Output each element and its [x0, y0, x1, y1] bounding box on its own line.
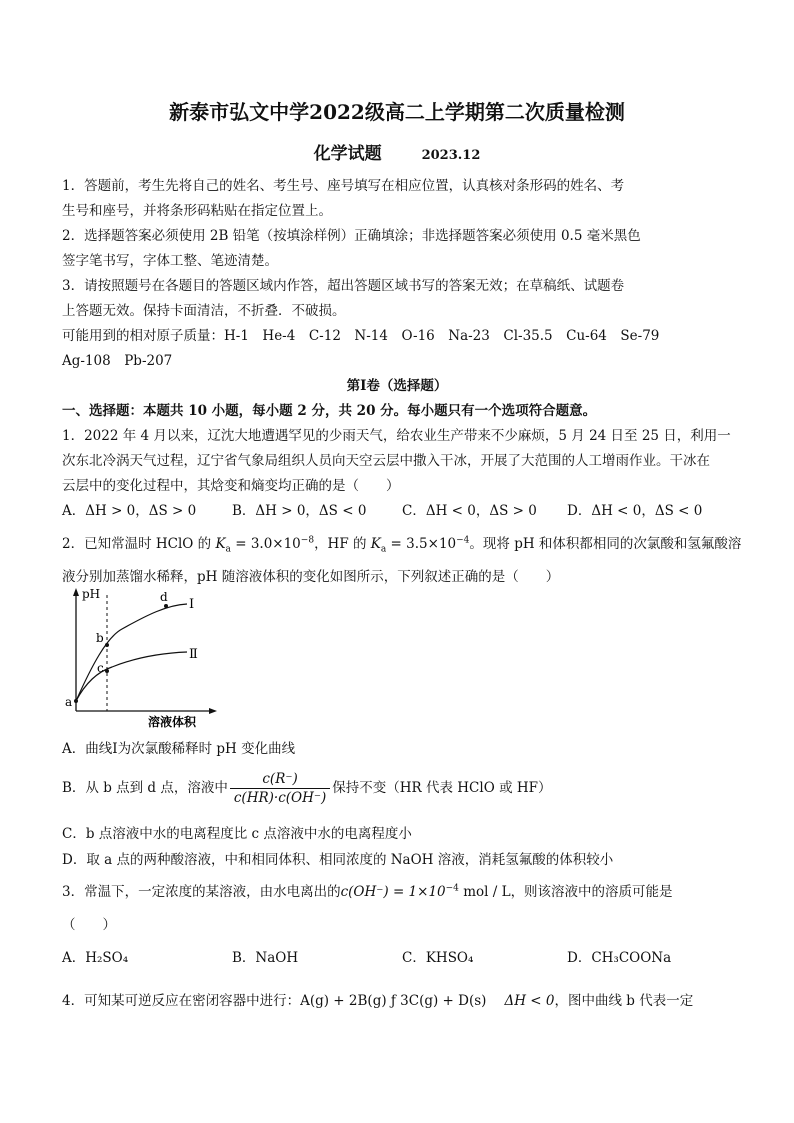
point-c-label: c: [97, 661, 104, 675]
q1-line: 1．2022 年 4 月以来，辽沈大地遭遇罕见的少雨天气，给农业生产带来不少麻烦，5 月 24 日至 25 日，利用一: [62, 428, 731, 444]
point-b-label: b: [96, 631, 104, 645]
note-line: 上答题无效。保持卡面清洁，不折叠．不破损。: [62, 303, 346, 319]
note-line: 生号和座号，并将条形码粘贴在指定位置上。: [62, 203, 332, 219]
atomic-mass-line: 可能用到的相对原子质量：H-1 He-4 C-12 N-14 O-16 Na-23 Cl-35.5 Cu-64 Se-79: [62, 328, 660, 344]
q4-text: ，图中曲线 b 代表一定: [554, 993, 694, 1009]
q2-option-b-text: 保持不变（HR 代表 HClO 或 HF）: [332, 780, 552, 796]
ka-symbol: K: [215, 536, 226, 552]
point-b-dot: [105, 643, 109, 647]
q3-option-b[interactable]: B．NaOH: [232, 950, 299, 966]
q2-option-a[interactable]: A．曲线Ⅰ为次氯酸稀释时 pH 变化曲线: [62, 741, 296, 757]
q3-text: ，则该溶液中的溶质可能是: [510, 884, 673, 900]
atomic-mass-line: Ag-108 Pb-207: [62, 353, 173, 369]
q2-option-b[interactable]: [62, 766, 552, 810]
exam-date: 2023.12: [421, 148, 481, 163]
q1-option-b[interactable]: B．ΔH > 0，ΔS < 0: [232, 503, 367, 519]
oh-concentration: c(OH⁻) = 1×10: [340, 884, 446, 900]
q2-text: 2．已知常温时 HClO 的: [62, 536, 216, 552]
q1-option-a[interactable]: A．ΔH > 0，ΔS > 0: [62, 503, 197, 519]
ka-subscript: a: [225, 544, 231, 555]
q2-text: 。现将 pH 和体积都相同的次氯酸和氢氟酸溶: [469, 536, 742, 552]
fraction-numerator: c(R⁻): [230, 770, 330, 789]
q3-option-d[interactable]: D．CH₃COONa: [567, 950, 672, 966]
concentration-unit: mol / L: [458, 884, 511, 900]
q1-option-c[interactable]: C．ΔH < 0，ΔS > 0: [402, 503, 537, 519]
point-a-label: a: [65, 695, 73, 709]
section-title: 一、选择题：本题共 10 小题，每小题 2 分，共 20 分。每小题只有一个选项符合题意。: [62, 403, 597, 419]
q4-text: 4．可知某可逆反应在密闭容器中进行：: [62, 993, 301, 1009]
reaction-equation: A(g) + 2B(g) ƒ 3C(g) + D(s): [300, 993, 487, 1009]
curve-i: [76, 604, 187, 701]
q2-line2: 液分别加蒸馏水稀释，pH 随溶液体积的变化如图所示，下列叙述正确的是（ ）: [62, 569, 560, 585]
q3-option-a[interactable]: A．H₂SO₄: [62, 950, 129, 966]
q2-option-c[interactable]: C．b 点溶液中水的电离程度比 c 点溶液中水的电离程度小: [62, 826, 412, 842]
q2-option-b-text: B．从 b 点到 d 点，溶液中: [62, 780, 228, 796]
hf-ka-value: = 3.5×10: [386, 536, 457, 552]
fraction-denominator: c(HR)·c(OH⁻): [233, 790, 327, 806]
q1-line: 次东北冷涡天气过程，辽宁省气象局组织人员向天空云层中撒入干冰，开展了大范围的人工增雨作业。干冰在: [62, 453, 710, 469]
note-line: 2．选择题答案必须使用 2B 铅笔（按填涂样例）正确填涂；非选择题答案必须使用 0.5 毫米黑色: [62, 228, 641, 244]
enthalpy-change: ΔH < 0: [504, 993, 555, 1009]
curve-ii-label: Ⅱ: [189, 647, 198, 662]
point-c-dot: [105, 669, 109, 673]
subject: 化学试题: [313, 144, 382, 164]
page-subtitle: [0, 139, 794, 164]
oh-exponent: −4: [445, 883, 459, 894]
q2-option-d[interactable]: D．取 a 点的两种酸溶液，中和相同体积、相同浓度的 NaOH 溶液，消耗氢氟酸的体积较小: [62, 852, 614, 868]
q3-options: [62, 946, 742, 966]
ka-subscript: a: [380, 544, 387, 555]
q3-text: 3．常温下，一定浓度的某溶液，由水电离出的: [62, 884, 341, 900]
ka-symbol: K: [370, 536, 381, 552]
q2-text: ，HF 的: [314, 536, 371, 552]
q1-line: 云层中的变化过程中，其焓变和熵变均正确的是（ ）: [62, 478, 400, 494]
hclo-ka-value: = 3.0×10: [230, 536, 301, 552]
y-axis-label: pH: [82, 587, 101, 601]
y-axis-arrow: [73, 588, 79, 596]
curve-i-label: Ⅰ: [189, 597, 195, 612]
q3-line1: [62, 880, 673, 900]
concentration-fraction: [230, 770, 330, 807]
hf-ka-exponent: −4: [456, 535, 470, 546]
part-title: 第Ⅰ卷（选择题）: [346, 378, 448, 394]
point-d-label: d: [160, 590, 168, 604]
q3-line2: （ ）: [62, 917, 116, 933]
q3-option-c[interactable]: C．KHSO₄: [402, 950, 474, 966]
note-line: 签字笔书写，字体工整、笔迹清楚。: [62, 253, 278, 269]
page-title: 新泰市弘文中学2022级高二上学期第二次质量检测: [169, 100, 625, 124]
note-line: 3．请按照题号在各题目的答题区域内作答，超出答题区域书写的答案无效；在草稿纸、试题卷: [62, 278, 625, 294]
point-d-dot: [164, 604, 168, 608]
x-axis-arrow: [209, 708, 217, 714]
q1-options: [62, 499, 742, 519]
curve-ii: [76, 652, 187, 701]
q4-line1: [62, 989, 693, 1009]
ph-dilution-graph: [62, 585, 222, 730]
q2-line1: [62, 532, 741, 555]
note-line: 1．答题前，考生先将自己的姓名、考生号、座号填写在相应位置，认真核对条形码的姓名、考: [62, 178, 625, 194]
point-a-dot: [74, 699, 78, 703]
q1-option-d[interactable]: D．ΔH < 0，ΔS < 0: [567, 503, 703, 519]
hclo-ka-exponent: −8: [300, 535, 315, 546]
x-axis-label: 溶液体积: [148, 715, 197, 729]
